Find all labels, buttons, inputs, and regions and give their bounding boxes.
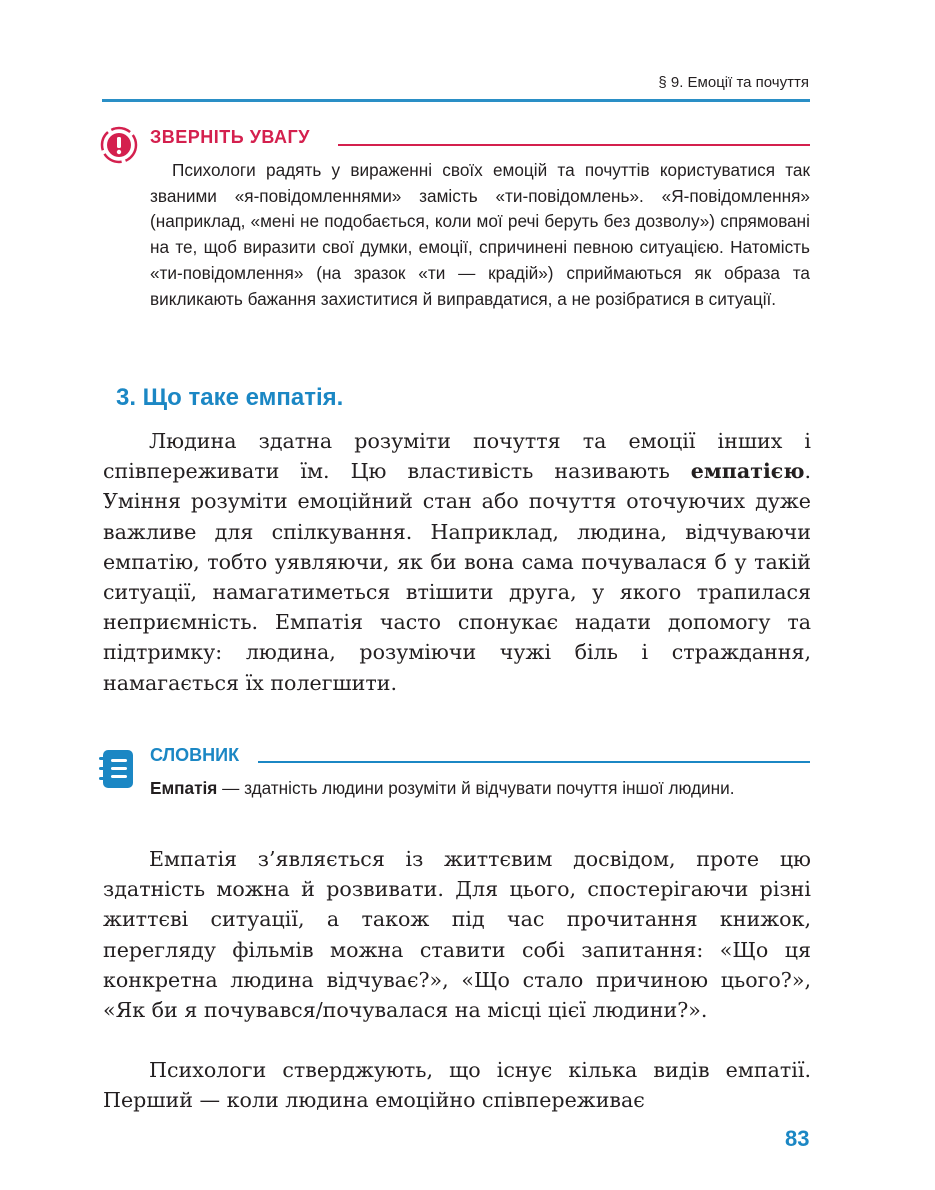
running-header: § 9. Емоції та почуття: [658, 74, 809, 91]
page-number: 83: [785, 1126, 810, 1151]
paragraph-types-of-empathy: Психологи стверджують, що існує кілька видів емпатії. Перший — коли людина емоційно співпереживає: [103, 1058, 811, 1113]
glossary-rule: [258, 761, 810, 763]
attention-rule: [338, 144, 810, 146]
paragraph-developing-empathy: Емпатія з’являється із життєвим досвідом, проте цю здатність можна й розвивати. Для цього, спостерігаючи різні життєві ситуації, а також під час прочитання книжок, перегляду фільмів можна ставити собі запитання: «Що ця конкретна людина відчуває?», «Що стало причиною цього?», «Як би я почувався/почувалася на місці цієї людини?».: [103, 847, 811, 1023]
glossary-term: Емпатія: [150, 778, 218, 798]
attention-title: ЗВЕРНІТЬ УВАГУ: [150, 127, 310, 147]
exclamation-icon: [100, 126, 138, 164]
paragraph-empathy-definition: Людина здатна розуміти почуття та емоції інших і співпереживати їм. Цю властивість називають емпатією. Уміння розуміти емоційний стан або почуття оточуючих дуже важливе для спілкування. Наприклад, людина, відчуваючи емпатію, тобто уявляючи, як би вона сама почувалася б у такій ситуації, намагатиметься втішити друга, у якого трапилася неприємність. Емпатія часто спонукає надати допомогу та підтримку: людина, розуміючи чужі біль і страждання, намагається їх полегшити.: [103, 429, 811, 695]
glossary-entry: Емпатія — здатність людини розуміти й відчувати почуття іншої людини.: [150, 778, 735, 798]
term-empathy: емпатією: [690, 459, 805, 484]
attention-text: Психологи радять у вираженні своїх емоцій та почуттів користуватися так званими «я-повідомленнями» замість «ти-повідомлень». «Я-повідомлення» (наприклад, «мені не подобається, коли мої речі беруть без дозволу») спрямовані на те, щоб виразити свої думки, емоції, спричинені певною ситуацією. Натомість «ти-повідомлення» (на зразок «ти — крадій») сприймаються як образа та викликають бажання захиститися й виправдатися, а не розібратися в ситуації.: [150, 160, 810, 309]
section-heading: 3. Що таке емпатія.: [116, 384, 344, 411]
header-rule: [102, 99, 810, 102]
notebook-icon: [97, 748, 137, 790]
glossary-title: СЛОВНИК: [150, 745, 240, 765]
